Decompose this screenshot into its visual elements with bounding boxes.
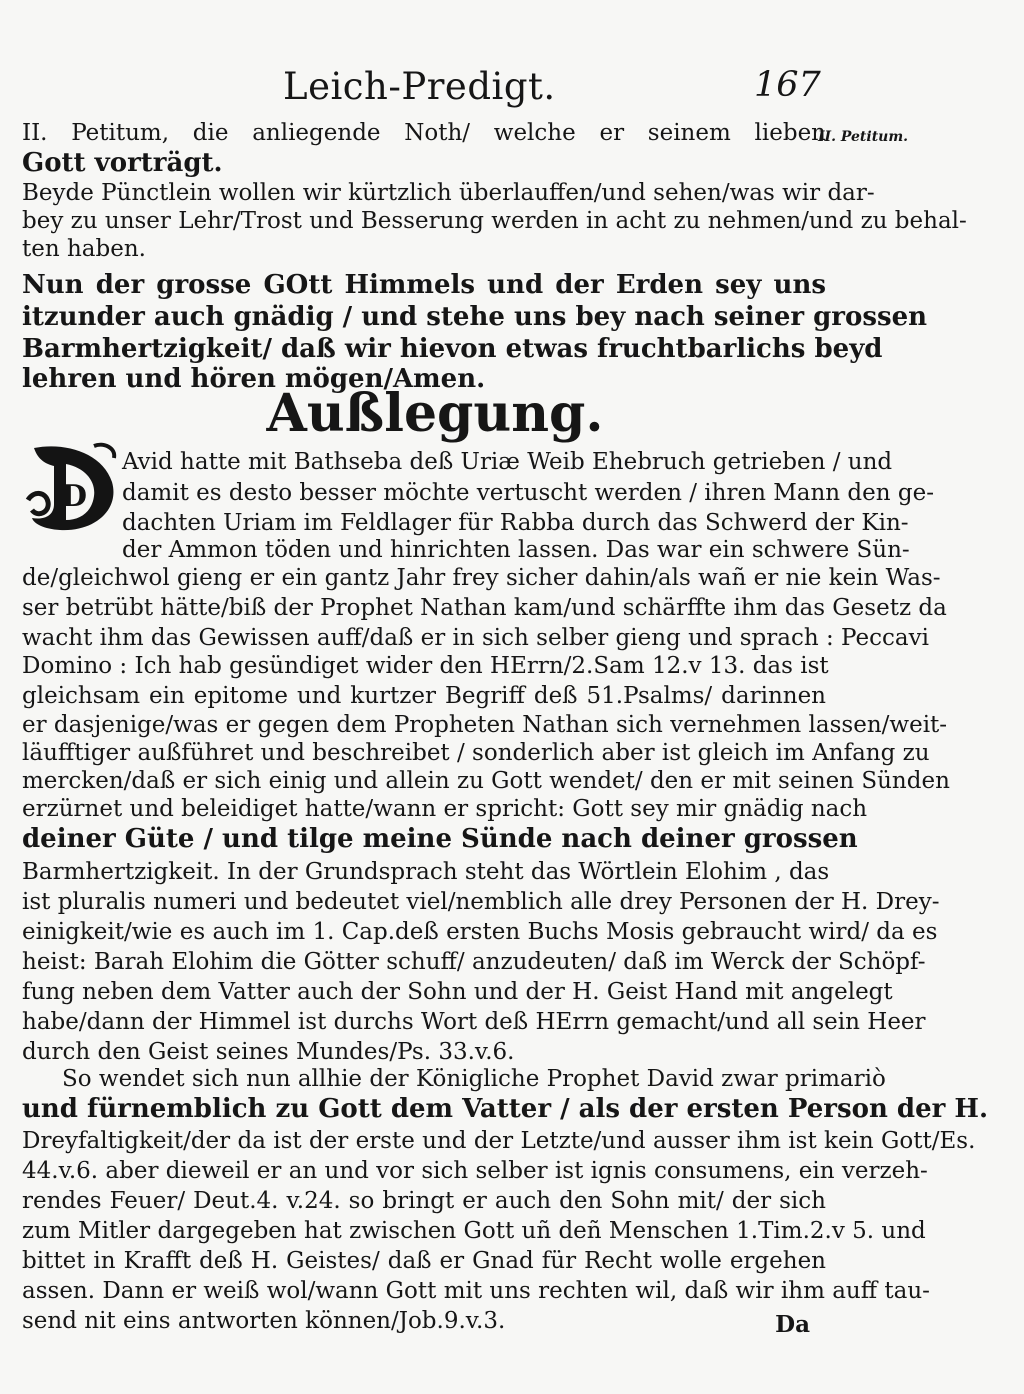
intro-line: ten haben. — [22, 236, 146, 262]
drop-cap-initial — [24, 440, 122, 536]
body-line: erzürnet und beleidiget hatte/wann er spricht: Gott sey mir gnädig nach — [22, 796, 868, 822]
closing-line: bittet in Krafft deß H. Geistes/ daß er Gnad für Recht wolle ergehen — [22, 1248, 826, 1274]
section-heading: Außlegung. — [266, 383, 604, 444]
closing-line: zum Mitler dargegeben hat zwischen Gott uñ deñ Menschen 1.Tim.2.v 5. und — [22, 1218, 926, 1244]
body-line: habe/dann der Himmel ist durchs Wort deß HErrn gemacht/und all sein Heer — [22, 1009, 926, 1035]
body-line: wacht ihm das Gewissen auff/daß er in sich selber gieng und sprach : Peccavi — [22, 625, 929, 651]
prayer-line: itzunder auch gnädig / und stehe uns bey nach seiner grossen — [22, 302, 928, 332]
closing-line: rendes Feuer/ Deut.4. v.24. so bringt er auch den Sohn mit/ der sich — [22, 1188, 826, 1214]
closing-line: und fürnemblich zu Gott dem Vatter / als der ersten Person der H. — [22, 1094, 988, 1124]
prayer-line: Barmhertzigkeit/ daß wir hievon etwas fruchtbarlichs beyd — [22, 334, 883, 364]
closing-line: send nit eins antworten können/Job.9.v.3. — [22, 1308, 506, 1334]
body-line: ser betrübt hätte/biß der Prophet Nathan kam/und schärffte ihm das Gesetz da — [22, 595, 947, 621]
body-line: der Ammon töden und hinrichten lassen. Das war ein schwere Sün- — [122, 537, 910, 563]
intro-line: II. Petitum, die anliegende Noth/ welche er seinem lieben — [22, 120, 826, 146]
body-line: Domino : Ich hab gesündiget wider den HErrn/2.Sam 12.v 13. das ist — [22, 653, 829, 679]
body-line: er dasjenige/was er gegen dem Propheten Nathan sich vernehmen lassen/weit- — [22, 712, 948, 738]
closing-line: Dreyfaltigkeit/der da ist der erste und der Letzte/und ausser ihm ist kein Gott/Es. — [22, 1128, 976, 1154]
body-line: fung neben dem Vatter auch der Sohn und der H. Geist Hand mit angelegt — [22, 979, 893, 1005]
closing-line: assen. Dann er weiß wol/wann Gott mit uns rechten wil, daß wir ihm auff tau- — [22, 1278, 930, 1304]
body-line: einigkeit/wie es auch im 1. Cap.deß ersten Buchs Mosis gebraucht wird/ da es — [22, 919, 938, 945]
body-line: Avid hatte mit Bathseba deß Uriæ Weib Ehebruch getrieben / und — [122, 449, 893, 475]
intro-line: Beyde Pünctlein wollen wir kürtzlich überlauffen/und sehen/was wir dar- — [22, 180, 875, 206]
body-line: de/gleichwol gieng er ein gantz Jahr frey sicher dahin/als wañ er nie kein Was- — [22, 565, 941, 591]
body-line: dachten Uriam im Feldlager für Rabba durch das Schwerd der Kin- — [122, 510, 909, 536]
body-line: durch den Geist seines Mundes/Ps. 33.v.6. — [22, 1039, 515, 1065]
body-line: Barmhertzigkeit. In der Grundsprach steht das Wörtlein Elohim , das — [22, 859, 830, 885]
running-title: Leich-Predigt. — [283, 65, 556, 108]
closing-line: So wendet sich nun allhie der Königliche Prophet David zwar primariò — [62, 1066, 886, 1092]
closing-line: 44.v.6. aber dieweil er an und vor sich selber ist ignis consumens, ein verzeh- — [22, 1158, 928, 1184]
margin-note: II. Petitum. — [818, 129, 909, 145]
body-line: ist pluralis numeri und bedeutet viel/nemblich alle drey Personen der H. Drey- — [22, 889, 940, 915]
drop-cap-letter: D — [60, 479, 88, 514]
body-line: damit es desto besser möchte vertuscht werden / ihren Mann den ge- — [122, 480, 934, 506]
body-line: läufftiger außführet und beschreibet / sonderlich aber ist gleich im Anfang zu — [22, 740, 930, 766]
body-line: gleichsam ein epitome und kurtzer Begriff deß 51.Psalms/ darinnen — [22, 683, 826, 709]
intro-line: Gott vorträgt. — [22, 148, 223, 178]
catchword: Da — [775, 1311, 810, 1338]
page-number: 167 — [754, 65, 821, 105]
body-line: heist: Barah Elohim die Götter schuff/ anzudeuten/ daß im Werck der Schöpf- — [22, 949, 926, 975]
prayer-line: lehren und hören mögen/Amen. — [22, 364, 486, 394]
body-line: deiner Güte / und tilge meine Sünde nach deiner grossen — [22, 824, 858, 854]
prayer-line: Nun der grosse GOtt Himmels und der Erden sey uns — [22, 270, 826, 300]
body-line: mercken/daß er sich einig und allein zu Gott wendet/ den er mit seinen Sünden — [22, 768, 950, 794]
intro-line: bey zu unser Lehr/Trost und Besserung werden in acht zu nehmen/und zu behal- — [22, 208, 967, 234]
